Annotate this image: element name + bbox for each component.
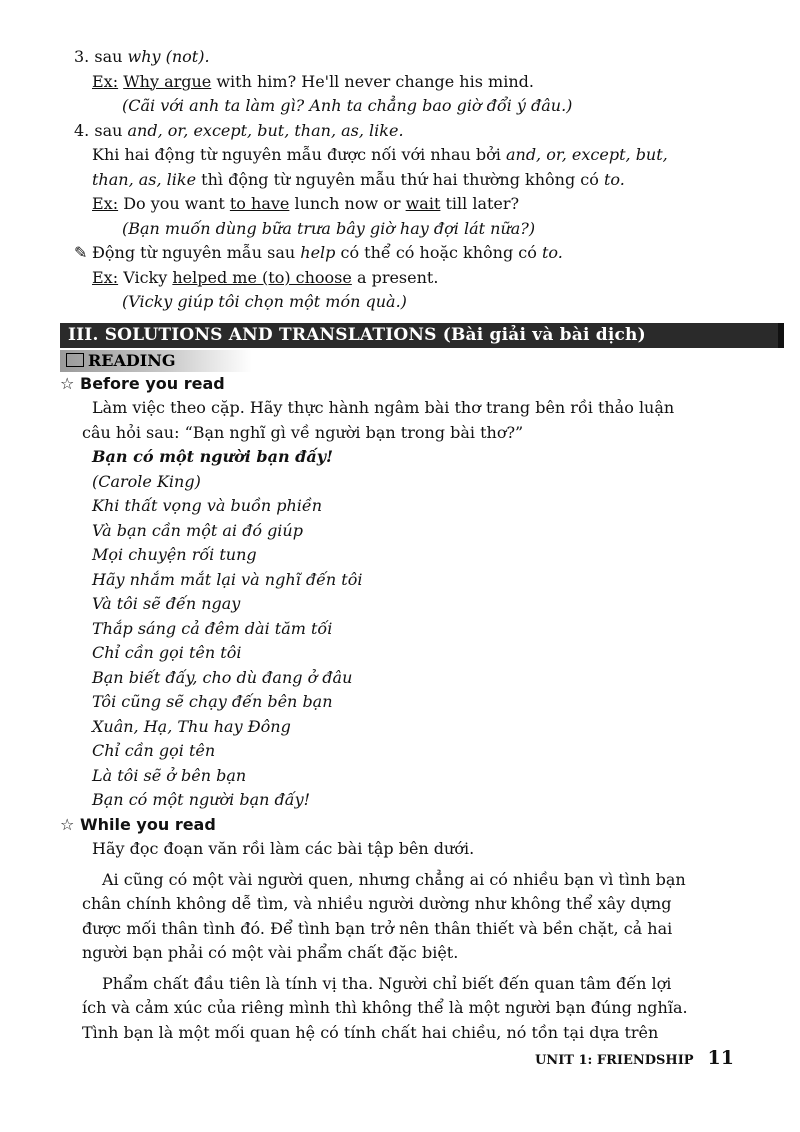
poem-author: (Carole King) — [92, 471, 201, 491]
poem-title: Bạn có một người bạn đấy! — [92, 447, 334, 466]
item-text-italic: why (not). — [127, 47, 210, 66]
page-content — [60, 45, 774, 1045]
paragraph-line: Ai cũng có một vài người quen, nhưng chẳng ai có nhiều bạn vì tình bạn — [102, 869, 686, 889]
poem-line: Bạn có một người bạn đấy! — [92, 790, 311, 809]
heading-text: While you read — [80, 814, 216, 834]
paragraph-line: ích và cảm xúc của riêng mình thì không thể là một người bạn đúng nghĩa. — [82, 998, 688, 1017]
poem-line: Tôi cũng sẽ chạy đến bên bạn — [92, 692, 333, 711]
example-3 — [74, 266, 774, 291]
example-underlined: to have — [229, 194, 290, 213]
list-item-4 — [74, 119, 774, 144]
page-footer — [535, 1046, 734, 1074]
reading-paragraph-1 — [74, 868, 774, 966]
poem-line: Thắp sáng cả đêm dài tăm tối — [92, 618, 333, 638]
example-text: till later? — [440, 194, 520, 213]
note-italic: help — [300, 243, 336, 262]
example-text: Vicky — [123, 267, 173, 287]
before-paragraph — [74, 396, 774, 445]
note-text: có thể có hoặc không có — [335, 243, 542, 262]
para-italic: and, or, except, but, — [505, 145, 668, 164]
poem-line: Hãy nhắm mắt lại và nghĩ đến tôi — [92, 569, 363, 589]
para-text: Khi hai động từ nguyên mẫu được nối với nhau bởi — [92, 145, 506, 164]
poem — [74, 494, 774, 813]
note-text: Động từ nguyên mẫu sau — [92, 243, 301, 262]
para-italic: than, as, like — [92, 169, 197, 189]
example-1 — [74, 70, 774, 95]
example-text: with him? He'll never change his mind. — [211, 71, 534, 91]
heading-text: Before you read — [80, 373, 225, 393]
poem-line: Khi thất vọng và buồn phiền — [92, 496, 323, 515]
example-label: Ex: — [92, 71, 119, 91]
example-2-translation: (Bạn muốn dùng bữa trưa bây giờ hay đợi lát nữa?) — [122, 218, 536, 238]
while-instruction: Hãy đọc đoạn văn rồi làm các bài tập bên dưới. — [92, 839, 475, 858]
paragraph-line: Tình bạn là một mối quan hệ có tính chất hai chiều, nó tồn tại dựa trên — [82, 1022, 659, 1042]
example-text: Do you want — [123, 194, 230, 213]
item-text: sau — [94, 120, 128, 140]
item-number: 4. — [74, 120, 90, 140]
para-italic: to. — [603, 169, 625, 189]
star-icon: ☆ — [60, 814, 75, 834]
paragraph-line: Phẩm chất đầu tiên là tính vị tha. Người chỉ biết đến quan tâm đến lợi — [102, 973, 672, 993]
before-you-read-heading — [60, 372, 774, 397]
note-italic: to. — [541, 243, 563, 262]
unit-label: UNIT 1: FRIENDSHIP — [534, 1053, 694, 1068]
book-icon — [66, 353, 84, 367]
example-3-translation: (Vicky giúp tôi chọn một món quà.) — [122, 292, 407, 311]
list-item-3 — [74, 45, 774, 70]
star-icon: ☆ — [60, 373, 75, 393]
para-line: Làm việc theo cặp. Hãy thực hành ngâm bài thơ trang bên rồi thảo luận — [92, 398, 675, 417]
example-1-translation: (Cãi với anh ta làm gì? Anh ta chẳng bao giờ đổi ý đâu.) — [122, 96, 573, 115]
pencil-icon: ✎ — [74, 243, 88, 262]
page-number: 11 — [707, 1047, 734, 1069]
example-label: Ex: — [92, 194, 119, 213]
poem-line: Xuân, Hạ, Thu hay Đông — [92, 716, 291, 736]
poem-line: Chỉ cần gọi tên — [92, 741, 216, 760]
poem-line: Bạn biết đấy, cho dù đang ở đâu — [92, 667, 353, 687]
example-text: lunch now or — [289, 194, 406, 213]
section-heading: III. SOLUTIONS AND TRANSLATIONS (Bài giải và bài dịch) — [60, 323, 784, 348]
para-text: thì động từ nguyên mẫu thứ hai thường không có — [196, 169, 604, 189]
paragraph-line: chân chính không dễ tìm, và nhiều người dường như không thể xây dựng — [82, 894, 672, 913]
item-number: 3. — [74, 47, 90, 66]
paragraph-line: người bạn phải có một vài phẩm chất đặc biệt. — [82, 943, 459, 962]
example-text: a present. — [351, 267, 439, 287]
example-label: Ex: — [92, 267, 119, 287]
reading-heading — [60, 350, 252, 372]
example-2 — [74, 192, 774, 217]
item-text: sau — [94, 47, 128, 66]
note — [74, 241, 774, 266]
example-underlined: wait — [405, 194, 441, 213]
while-you-read-heading — [60, 813, 774, 838]
example-underlined: helped me (to) choose — [172, 267, 352, 287]
poem-line: Là tôi sẽ ở bên bạn — [92, 765, 247, 785]
paragraph-line: được mối thân tình đó. Để tình bạn trở nên thân thiết và bền chặt, cả hai — [82, 918, 673, 938]
item-text-italic: and, or, except, but, than, as, like. — [127, 120, 404, 140]
para-line: câu hỏi sau: “Bạn nghĩ gì về người bạn trong bài thơ?” — [82, 422, 524, 442]
reading-label: READING — [88, 350, 176, 370]
reading-paragraph-2 — [74, 972, 774, 1046]
poem-line: Và bạn cần một ai đó giúp — [92, 520, 303, 540]
example-underlined: Why argue — [123, 71, 212, 91]
poem-line: Và tôi sẽ đến ngay — [92, 594, 241, 613]
poem-line: Mọi chuyện rối tung — [92, 545, 257, 564]
explanation-paragraph — [74, 143, 774, 192]
poem-line: Chỉ cần gọi tên tôi — [92, 643, 242, 662]
